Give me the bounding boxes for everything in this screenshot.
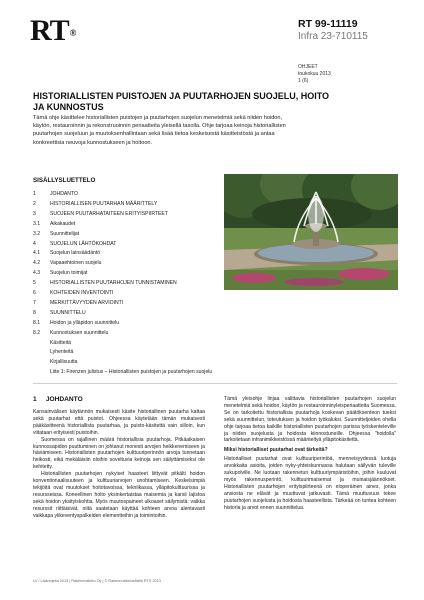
toc-item[interactable] <box>33 320 119 326</box>
registered-mark: ® <box>69 28 76 38</box>
right-column <box>224 396 396 512</box>
toc-item-number: 4.2 <box>33 260 41 267</box>
infra-code: Infra 23-710115 <box>298 31 368 42</box>
toc-item-label: Kirjallisuutta <box>50 359 78 366</box>
toc-item-label: Lyhenteitä <box>50 349 74 356</box>
right-subheading: Miksi historialliset puutarhat ovat tärkeitä? <box>224 447 328 454</box>
fountain-illustration <box>224 174 398 290</box>
toc-item[interactable] <box>33 250 100 256</box>
toc-item[interactable] <box>33 340 71 346</box>
right-paragraph-2: Historialliset puutarhat ovat kulttuuriperintöä, menneisyydessä luotuja arvokkaita asioita, joiden nyky-yhteiskunnassa halutaan säilyvän tuleville sukupolville. Ne luotaan rakennetun kulttuuriympäristöihin, joihin kuuluvat myös rakennusperintö, kulttuurimaisemat ja muinaisjäännökset. Historiallisten puutarhojen erityispiirteenä on eloperäinen aines, jonka ansiosta ne elävät ja muuttuvat jatkuvasti. Tämä muuttuvuus tekee puutarhojen suojelusta ja hoidosta haasteellista. Tärkeää on tuntea kohteen historia ja arvot ennen suunnittelua. <box>224 456 396 511</box>
toc-item-number: 4 <box>33 240 36 247</box>
rt-logo <box>30 16 75 46</box>
toc-item[interactable] <box>33 330 108 336</box>
intro-paragraph: Tämä ohje käsittelee historiallisten puistojen ja puutarhojen suojelun menetelmiä sekä niiden hoidon, käytön, restauroinnin ja rekonstruoinnin periaatteita yleisellä tasolla. Ohje tarjoaa keinoja historiallisten puutarhojen suojeluun ja muutoksenhallintaan sekä lisää tietoa keskeisestä käsitteistöstä ja antaa konkreettisia neuvoja kunnostukseen ja hoitoon. <box>33 115 286 146</box>
toc-item-number: 3.2 <box>33 230 41 237</box>
toc-item-label: Aikakaudet <box>50 220 76 227</box>
toc-item[interactable] <box>33 201 157 207</box>
toc-item[interactable] <box>33 191 78 197</box>
toc-item[interactable] <box>33 260 101 266</box>
toc-item-label: KOHTEIDEN INVENTOINTI <box>50 290 114 296</box>
toc-item-label: SUOJELUN LÄHTÖKOHDAT <box>50 240 117 247</box>
section-divider <box>33 383 397 384</box>
left-paragraph-2: Suomessa on rajallinen määrä historiallisia puutarhoja. Pitkäaikaisen kunnossapidon puuttuminen on johtanut monesti arvojen heikkenemiseen ja häviämiseen. Historiallisten puutarhojen kulttuuriperinnön arvoja tunnetaan heikosti, eikä mekäläisiin oloihin soveltuvia keinoja sen säilyttämiseksi ole kehitetty. <box>33 436 205 471</box>
toc-item[interactable] <box>33 349 73 355</box>
toc-item[interactable] <box>33 369 218 376</box>
toc-item-label: Suojelun lainsäädäntö <box>50 250 101 257</box>
section-heading: 1 JOHDANTO <box>33 396 83 403</box>
left-paragraph-3: Historiallisten puutarhojen nykyiset haasteet liittyvät pitkälti hoidon konventionaalisuuteen ja kulttuuriarvojen unohtamiseen. Keskeisimpiä tekijöitä ovat muutokset hoitotavoissa, tekniikassa, ylläpitokulttuurissa ja resursseissa. Koneellinen hoito yksinkertaistaa maisemia ja karsii lajistoa sekä hoidon yksityiskohtia. Myös muutospaineet ulkoaset säilymistä: vaikka resurssit riittäisivät, niitä saatetaan käyttää kohteen arvoa alentavasti vaikkapa ylikeventyspalkeiden elementteihin ja toimintoihin. <box>33 471 205 519</box>
rt-logo-text: RT <box>30 14 69 47</box>
toc-item-label: Suunnittelijat <box>50 230 80 237</box>
toc-item[interactable] <box>33 310 86 316</box>
toc-item-label: MERKITTÄVYYDEN ARVIOINTI <box>50 299 124 306</box>
page-footer: LV / Lisäohjeita 2013 | Rakennustieto Oy | © Rakennustietosäätiö RTS 2013 <box>33 579 161 583</box>
toc-item[interactable] <box>33 280 177 286</box>
toc-item[interactable] <box>33 270 87 276</box>
rt-document-code: RT 99-11119 <box>298 18 358 30</box>
toc-item-number: 7 <box>33 299 36 306</box>
toc-item-number: 3 <box>33 210 36 217</box>
toc-item-number: 8.1 <box>33 319 41 326</box>
doc-date: toukokuu 2013 <box>298 71 331 77</box>
toc-item-label: JOHDANTO <box>50 191 78 197</box>
toc-item[interactable] <box>33 211 168 217</box>
toc-item[interactable] <box>33 290 113 296</box>
toc-item-number: 5 <box>33 280 36 287</box>
toc-item-label: Suojelun toimijat <box>50 270 88 277</box>
page-count: 1 (6) <box>298 78 309 84</box>
toc-item-label: HISTORIALLISEN PUUTARHAN MÄÄRITTELY <box>50 200 158 207</box>
toc-item[interactable] <box>33 221 75 227</box>
toc-item-label: HISTORIALLISTEN PUUTARHOJEN TUNNISTAMINEN <box>50 280 177 287</box>
left-column <box>33 409 205 520</box>
toc-item-number: 6 <box>33 290 36 296</box>
toc-item-number: 4.3 <box>33 270 41 277</box>
toc-item-number: 2 <box>33 200 36 207</box>
toc-item[interactable] <box>33 241 116 247</box>
toc-item[interactable] <box>33 300 123 306</box>
toc-item-number: 3.1 <box>33 220 41 227</box>
doc-type: OHJEET <box>298 64 318 70</box>
left-paragraph-1: Kansainvälisen käytännön mukaisesti käsite historiallinen puutarha kattaa sekä puutarhat että puistot. Ohjeessa käytetään tämän mukaisesti pääkäsitteenä historiallista puutarhaa, ja puisto-käsitettä vain silloin, kun viitataan erityisesti puistoihin. <box>33 409 205 436</box>
toc-item[interactable] <box>33 231 79 237</box>
toc-item-label: SUUNNITTELU <box>50 309 86 316</box>
document-title: HISTORIALLISTEN PUISTOJEN JA PUUTARHOJEN SUOJELU, HOITO JA KUNNOSTUS <box>33 91 330 112</box>
toc-heading: SISÄLLYSLUETTELO <box>33 177 96 184</box>
toc-item-number: 1 <box>33 191 36 197</box>
toc-item-label: Liite 1: Firenzen julistus – Historiallisten puistojen ja puutarhojen suojelu <box>50 369 213 376</box>
park-fountain-photo <box>224 174 398 290</box>
toc-item-label: Käsitteitä <box>50 339 71 346</box>
toc-item-number: 8 <box>33 309 36 316</box>
toc-item-label: Hoidon ja ylläpidon suunnittelu <box>50 319 120 326</box>
toc-item-label: Kunnostuksen suunnittelu <box>50 329 109 336</box>
right-paragraph-1: Tämä yleisohje linjaa valittavia historiallisten puutarhojen suojelun menetelmiä sekä hoidon, käytön ja restauroinninyleisperiaatteita Suomessa. Se on tarkoitettu historiallisia puutarhoja koskevan päätöksenteon tueksi sekä suunnittelun, toteutuksen ja hoidon työkaluksi. Suunnitteljoiden ohella ohje tarjoaa tietoa kaikille historiallisten puutarhojen parissa työskenteleville ja niiden suojelusta ja hoidosta kiinnostuneille. Ohjeessa "hoidolla" tarkoitetaan infranimikkeistössä määriteltyä ylläpitokäsitettä. <box>224 396 396 444</box>
toc-item[interactable] <box>33 359 77 365</box>
toc-item-label: Vapaaehtoinen suojelu <box>50 260 102 267</box>
toc-item-number: 4.1 <box>33 250 41 257</box>
toc-item-label: SUOJEEN PUUTARHATAITEEN ERITYISPIIRTEET <box>50 210 168 217</box>
toc-item-number: 8.2 <box>33 329 41 336</box>
